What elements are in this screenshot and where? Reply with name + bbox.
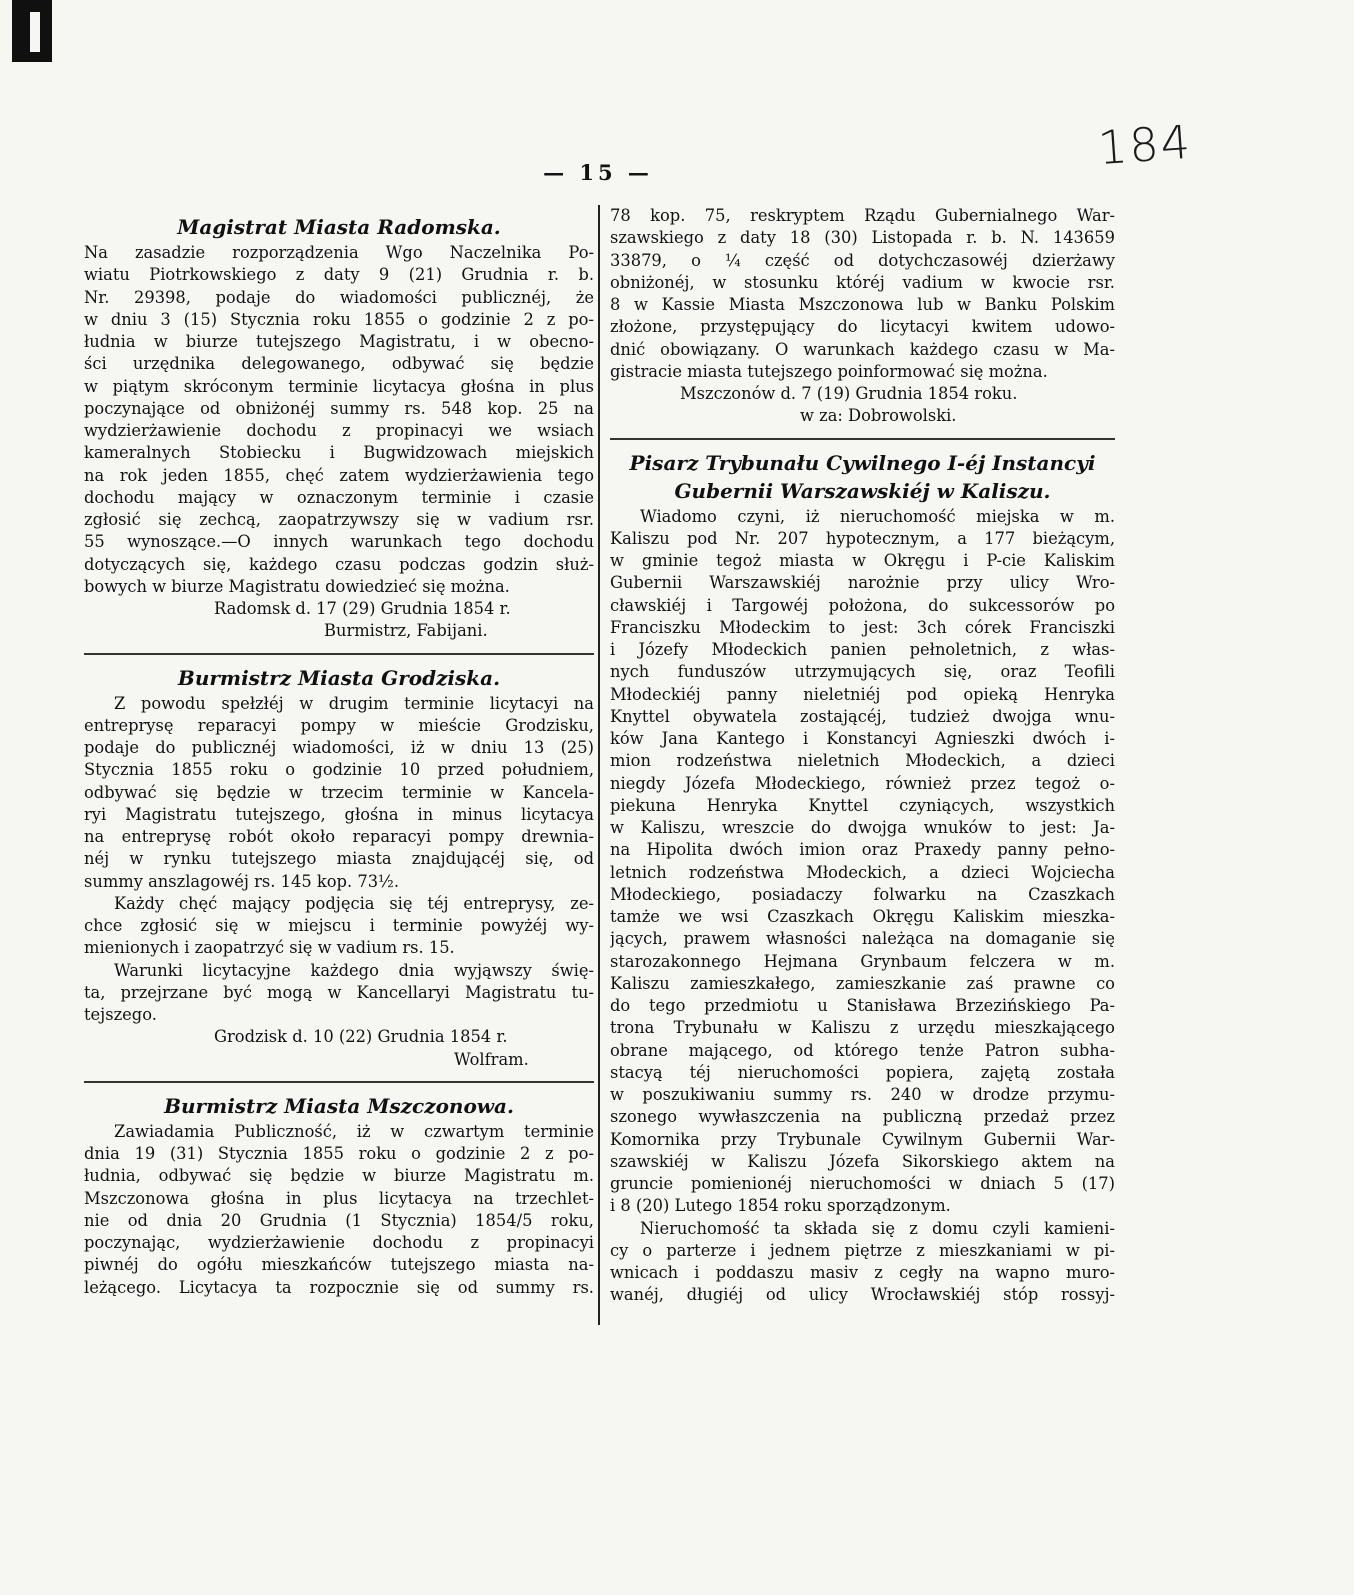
left-column (84, 212, 594, 1299)
text-line: Wiadomo czyni, iż nieruchomość miejska w m. (640, 506, 1115, 526)
text-line: Warunki licytacyjne każdego dnia wyjąwszy świę- (114, 960, 594, 980)
notice-signature: Wolfram. (454, 1049, 529, 1069)
text-line: Z powodu spełzłéj w drugim terminie licytacyi na (114, 693, 594, 713)
text-line: ryi Magistratu tutejszego, głośna in minus licytacya (84, 804, 594, 824)
notice-separator (610, 438, 1115, 440)
text-line: szawskiéj w Kaliszu Józefa Sikorskiego aktem na (610, 1151, 1115, 1171)
text-line: Każdy chęć mający podjęcia się téj entreprysy, ze- (114, 893, 594, 913)
text-line: piekuna Henryka Knyttel czyniących, wszystkich (610, 795, 1115, 815)
page-number: — 15 — (543, 160, 653, 185)
text-line: trona Trybunału w Kaliszu z urzędu mieszkającego (610, 1018, 1115, 1038)
text-line: Młodeckiéj panny nieletniéj pod opieką Henryka (610, 684, 1115, 704)
text-line: szawskiego z daty 18 (30) Listopada r. b. N. 143659 (610, 228, 1115, 248)
text-line: łudnia w biurze tutejszego Magistratu, i w obecno- (84, 332, 594, 351)
text-line: Na zasadzie rozporządzenia Wgo Naczelnika Po- (84, 243, 594, 262)
page-edge-mark (12, 0, 52, 62)
text-line: dochodu mający w oznaczonym terminie i czasie (84, 487, 594, 507)
text-line: dnia 19 (31) Stycznia 1855 roku o godzinie 2 z po- (84, 1144, 594, 1163)
text-line: letnich rodzeństwa Młodeckich, a dzieci Wojciecha (610, 862, 1115, 882)
text-line: mienionych i zaopatrzyć się w vadium rs. 15. (84, 938, 455, 958)
text-line: Zawiadamia Publiczność, iż w czwartym terminie (114, 1121, 594, 1141)
text-line: ków Jana Kantego i Konstancyi Agnieszki dwóch i- (610, 729, 1115, 748)
text-line: Młodeckiego, posiadaczy folwarku na Czaszkach (610, 884, 1115, 904)
text-line: poczynając, wydzierżawienie dochodu z propinacyi (84, 1233, 594, 1252)
text-line: chce zgłosić się w miejscu i terminie powyżéj wy- (84, 916, 594, 935)
text-line: stacyą téj nieruchomości popiera, zajętą została (610, 1062, 1115, 1082)
text-line: poczynające od obniżonéj summy rs. 548 kop. 25 na (84, 398, 594, 418)
text-line: nych funduszów utrzymujących się, oraz Teofili (610, 662, 1115, 682)
text-line: tamże we wsi Czaszkach Okręgu Kaliskim mieszka- (610, 907, 1115, 926)
text-line: w poszukiwaniu summy rs. 240 w drodze przymu- (610, 1085, 1115, 1104)
text-line: łudnia, odbywać się będzie w biurze Magistratu m. (84, 1166, 594, 1186)
column-divider (598, 205, 600, 1325)
text-line: na Hipolita dwóch imion oraz Praxedy panny pełno- (610, 840, 1115, 860)
text-line: wanéj, długiéj od ulicy Wrocławskiéj stóp rossyj- (610, 1285, 1115, 1305)
text-line: Franciszku Młodeckim to jest: 3ch córek Franciszki (610, 617, 1115, 637)
text-line: Knyttel obywatela zostającéj, tudzież dwojga wnu- (610, 706, 1115, 726)
text-line: szonego wywłaszczenia na publiczną przedaż przez (610, 1107, 1115, 1127)
text-line: ta, przejrzane być mogą w Kancellaryi Magistratu tu- (84, 982, 594, 1002)
text-line: leżącego. Licytacya ta rozpocznie się od summy rs. (84, 1277, 594, 1297)
text-line: Stycznia 1855 roku o godzinie 10 przed południem, (84, 760, 594, 780)
handwritten-folio-number: 184 (1096, 114, 1194, 176)
text-line: 8 w Kassie Miasta Mszczonowa lub w Banku Polskim (610, 295, 1115, 314)
text-line: niegdy Józefa Młodeckiego, również przez tegoż o- (610, 773, 1115, 793)
notice-separator (84, 1081, 594, 1083)
notice-radomsk (84, 214, 594, 643)
text-line: i Józefy Młodeckich panien pełnoletnich, z włas- (610, 640, 1115, 659)
text-line: podaje do publicznéj wiadomości, iż w dniu 13 (25) (84, 738, 594, 757)
text-line: néj w rynku tutejszego miasta znajdującéj się, od (84, 849, 594, 869)
notice-separator (84, 653, 594, 655)
notice-signature: w za: Dobrowolski. (800, 406, 957, 426)
notice-place-date: Mszczonów d. 7 (19) Grudnia 1854 roku. (680, 384, 1018, 403)
text-line: w dniu 3 (15) Stycznia roku 1855 o godzinie 2 z po- (84, 309, 594, 329)
text-line: summy anszlagowéj rs. 145 kop. 73½. (84, 871, 400, 891)
text-line: w gminie tegoż miasta w Okręgu i P-cie Kaliskim (610, 551, 1115, 570)
notice-mszczonow-continued (610, 205, 1115, 428)
text-line: wnicach i poddaszu masiv z cegły na wapno muro- (610, 1263, 1115, 1282)
text-line: gruncie pomienionéj nieruchomości w dniach 5 (17) (610, 1174, 1115, 1193)
right-column (610, 205, 1115, 1307)
notice-place-date: Grodzisk d. 10 (22) Grudnia 1854 r. (214, 1027, 508, 1047)
text-line: 33879, o ¼ część od dotychczasowéj dzierżawy (610, 250, 1115, 270)
text-line: cławskiéj i Targowéj położona, do sukcessorów po (610, 595, 1115, 615)
notice-title: Burmistrz Miasta Grodziska. (177, 665, 501, 690)
text-line: Nieruchomość ta składa się z domu czyli kamieni- (640, 1218, 1115, 1238)
text-line: na entreprysę robót około reparacyi pompy drewnia- (84, 827, 594, 846)
text-line: bowych w biurze Magistratu dowiedzieć się można. (84, 576, 510, 596)
text-line: Nr. 29398, podaje do wiadomości publicznéj, że (84, 287, 594, 307)
text-line: dotyczących się, każdego czasu podczas godzin służ- (84, 554, 594, 574)
text-line: 55 wynoszące.—O innych warunkach tego dochodu (84, 532, 594, 552)
notice-signature: Burmistrz, Fabijani. (324, 621, 488, 641)
notice-place-date: Radomsk d. 17 (29) Grudnia 1854 r. (214, 599, 511, 618)
text-line: na rok jeden 1855, chęć zatem wydzierżawienia tego (84, 465, 594, 485)
text-line: gistracie miasta tutejszego poinformować się można. (610, 361, 1048, 381)
text-line: cy o parterze i jednem piętrze z mieszkaniami w pi- (610, 1240, 1115, 1260)
text-line: piwnéj do ogółu mieszkańców tutejszego miasta na- (84, 1255, 594, 1275)
notice-mszczonow (84, 1093, 594, 1299)
text-line: kameralnych Stobiecku i Bugwidzowach miejskich (84, 443, 594, 463)
text-line: obrane mającego, od którego tenże Patron subha- (610, 1040, 1115, 1060)
text-line: Komornika przy Trybunale Cywilnym Gubernii War- (610, 1129, 1115, 1149)
notice-grodzisk (84, 665, 594, 1071)
notice-title-line-1: Pisarz Trybunału Cywilnego I-éj Instancyi (629, 450, 1096, 475)
text-line: jących, prawem własności należąca na domaganie się (610, 929, 1115, 949)
text-line: Kaliszu zamieszkałego, zamieszkanie zaś prawne co (610, 973, 1115, 993)
text-line: obniżonéj, w stosunku któréj vadium w kwocie rsr. (610, 272, 1115, 292)
notice-title: Magistrat Miasta Radomska. (177, 215, 501, 239)
text-line: do tego przedmiotu u Stanisława Brzezińskiego Pa- (610, 996, 1115, 1015)
text-line: dnić obowiązany. O warunkach każdego czasu w Ma- (610, 339, 1115, 359)
text-line: starozakonnego Hejmana Grynbaum felczera w m. (610, 951, 1115, 971)
text-line: w Kaliszu, wreszcie do dwojga wnuków to jest: Ja- (610, 818, 1115, 837)
text-line: wydzierżawienie dochodu z propinacyi we wsiach (84, 421, 594, 440)
notice-title-line-2: Gubernii Warszawskiéj w Kaliszu. (674, 478, 1051, 503)
text-line: w piątym skróconym terminie licytacya głośna in plus (84, 376, 594, 396)
text-line: odbywać się będzie w trzecim terminie w Kancela- (84, 782, 594, 802)
text-line: 78 kop. 75, reskryptem Rządu Gubernialnego War- (610, 206, 1115, 225)
text-line: nie od dnia 20 Grudnia (1 Stycznia) 1854/5 roku, (84, 1210, 594, 1230)
text-line: i 8 (20) Lutego 1854 roku sporządzonym. (610, 1196, 951, 1216)
text-line: zgłosić się zechcą, zaopatrzywszy się w vadium rsr. (84, 510, 594, 529)
text-line: złożone, przystępujący do licytacyi kwitem udowo- (610, 317, 1115, 337)
text-line: mion rodzeństwa nieletnich Młodeckich, a dzieci (610, 751, 1115, 771)
text-line: ści urzędnika delegowanego, odbywać się będzie (84, 354, 594, 374)
text-line: wiatu Piotrkowskiego z daty 9 (21) Grudnia r. b. (84, 265, 594, 285)
text-line: Kaliszu pod Nr. 207 hypotecznym, a 177 bieżącym, (610, 528, 1115, 548)
text-line: entreprysę reparacyi pompy w mieście Grodzisku, (84, 715, 594, 735)
text-line: tejszego. (84, 1005, 157, 1024)
notice-kalisz (610, 450, 1115, 1307)
notice-title: Burmistrz Miasta Mszczonowa. (164, 1093, 514, 1118)
text-line: Gubernii Warszawskiéj narożnie przy ulicy Wro- (610, 573, 1115, 593)
text-line: Mszczonowa głośna in plus licytacya na trzechlet- (84, 1188, 594, 1208)
